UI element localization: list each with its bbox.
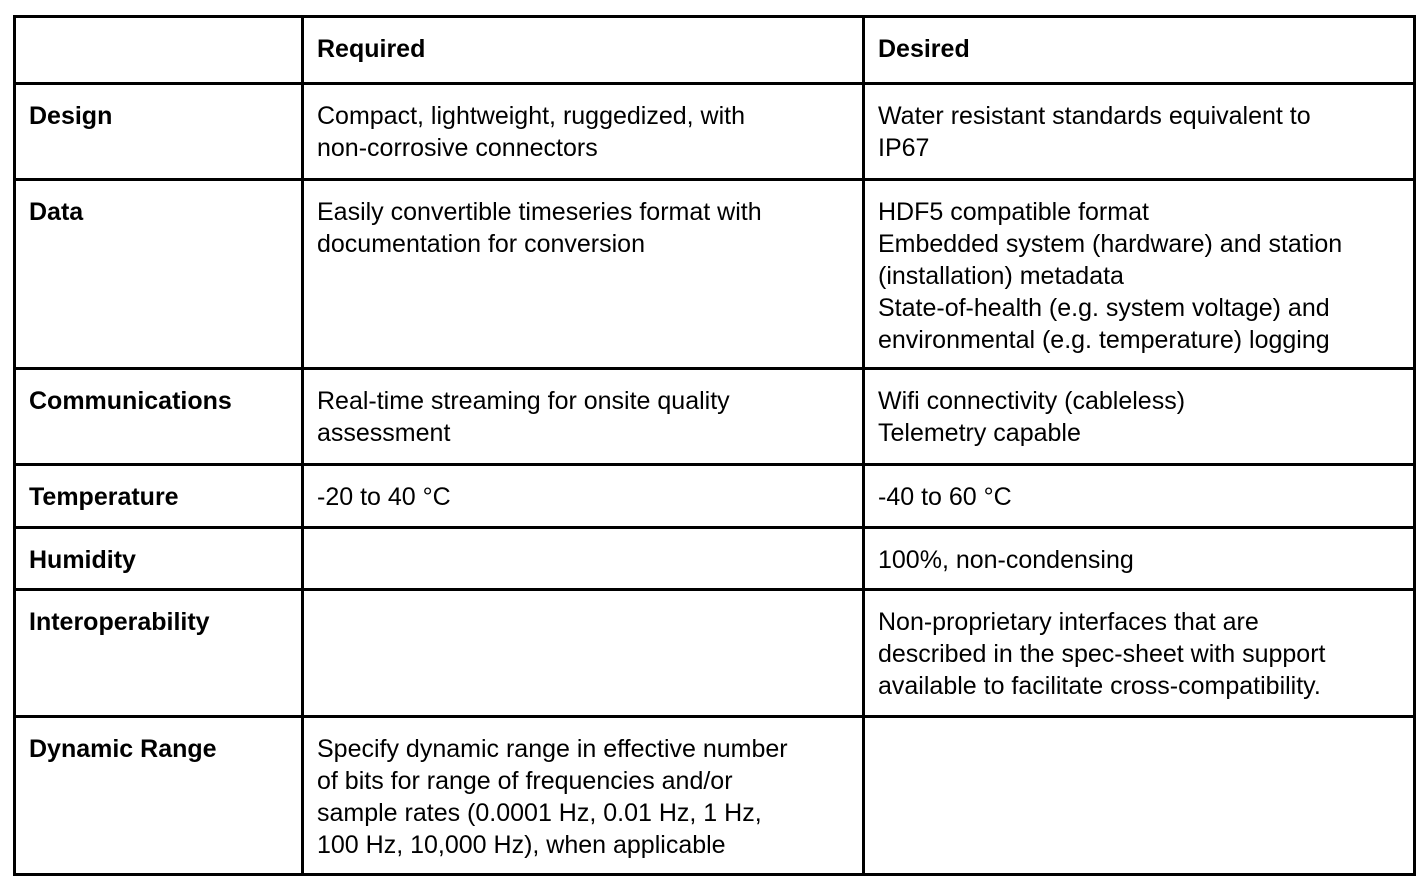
cell-line: 100%, non-condensing xyxy=(878,546,1134,574)
required-cell xyxy=(303,84,864,180)
required-cell xyxy=(303,590,864,717)
cell-line: Wifi connectivity (cableless) xyxy=(878,387,1186,415)
desired-cell xyxy=(864,465,1415,528)
desired-cell xyxy=(864,84,1415,180)
row-label: Data xyxy=(15,180,303,369)
required-cell xyxy=(303,528,864,590)
table-row xyxy=(15,717,1415,875)
required-cell xyxy=(303,180,864,369)
cell-line: available to facilitate cross-compatibility. xyxy=(878,672,1321,700)
cell-line: Specify dynamic range in effective number xyxy=(317,735,788,763)
cell-line: Embedded system (hardware) and station xyxy=(878,230,1343,258)
cell-line: (installation) metadata xyxy=(878,262,1124,290)
requirements-table xyxy=(13,15,1416,876)
cell-line: environmental (e.g. temperature) logging xyxy=(878,326,1330,354)
desired-cell xyxy=(864,528,1415,590)
desired-cell xyxy=(864,717,1415,875)
cell-line: Water resistant standards equivalent to xyxy=(878,102,1311,130)
cell-line: Compact, lightweight, ruggedized, with xyxy=(317,102,746,130)
cell-line: Telemetry capable xyxy=(878,419,1081,447)
row-label: Temperature xyxy=(15,465,303,528)
table-row xyxy=(15,590,1415,717)
cell-line: HDF5 compatible format xyxy=(878,198,1149,226)
table-row xyxy=(15,465,1415,528)
desired-cell xyxy=(864,590,1415,717)
cell-line: -40 to 60 °C xyxy=(878,483,1012,511)
required-cell xyxy=(303,369,864,465)
desired-cell xyxy=(864,369,1415,465)
row-label: Dynamic Range xyxy=(15,717,303,875)
header-row xyxy=(15,17,1415,84)
cell-line: of bits for range of frequencies and/or xyxy=(317,767,733,795)
required-cell xyxy=(303,717,864,875)
table-row xyxy=(15,369,1415,465)
cell-line: non-corrosive connectors xyxy=(317,134,598,162)
cell-line: described in the spec-sheet with support xyxy=(878,640,1326,668)
table-row xyxy=(15,84,1415,180)
cell-line: documentation for conversion xyxy=(317,230,645,258)
header-blank-cell xyxy=(15,17,303,84)
cell-line: Real-time streaming for onsite quality xyxy=(317,387,730,415)
cell-line: assessment xyxy=(317,419,451,447)
row-label: Interoperability xyxy=(15,590,303,717)
row-label: Design xyxy=(15,84,303,180)
header-required: Required xyxy=(303,17,864,84)
cell-line: Easily convertible timeseries format with xyxy=(317,198,762,226)
row-label: Humidity xyxy=(15,528,303,590)
cell-line: Non-proprietary interfaces that are xyxy=(878,608,1259,636)
cell-line: sample rates (0.0001 Hz, 0.01 Hz, 1 Hz, xyxy=(317,799,762,827)
header-desired: Desired xyxy=(864,17,1415,84)
cell-line: 100 Hz, 10,000 Hz), when applicable xyxy=(317,831,726,859)
row-label: Communications xyxy=(15,369,303,465)
required-cell xyxy=(303,465,864,528)
table-row xyxy=(15,528,1415,590)
cell-line: -20 to 40 °C xyxy=(317,483,451,511)
desired-cell xyxy=(864,180,1415,369)
cell-line: State-of-health (e.g. system voltage) and xyxy=(878,294,1330,322)
table-row xyxy=(15,180,1415,369)
cell-line: IP67 xyxy=(878,134,930,162)
